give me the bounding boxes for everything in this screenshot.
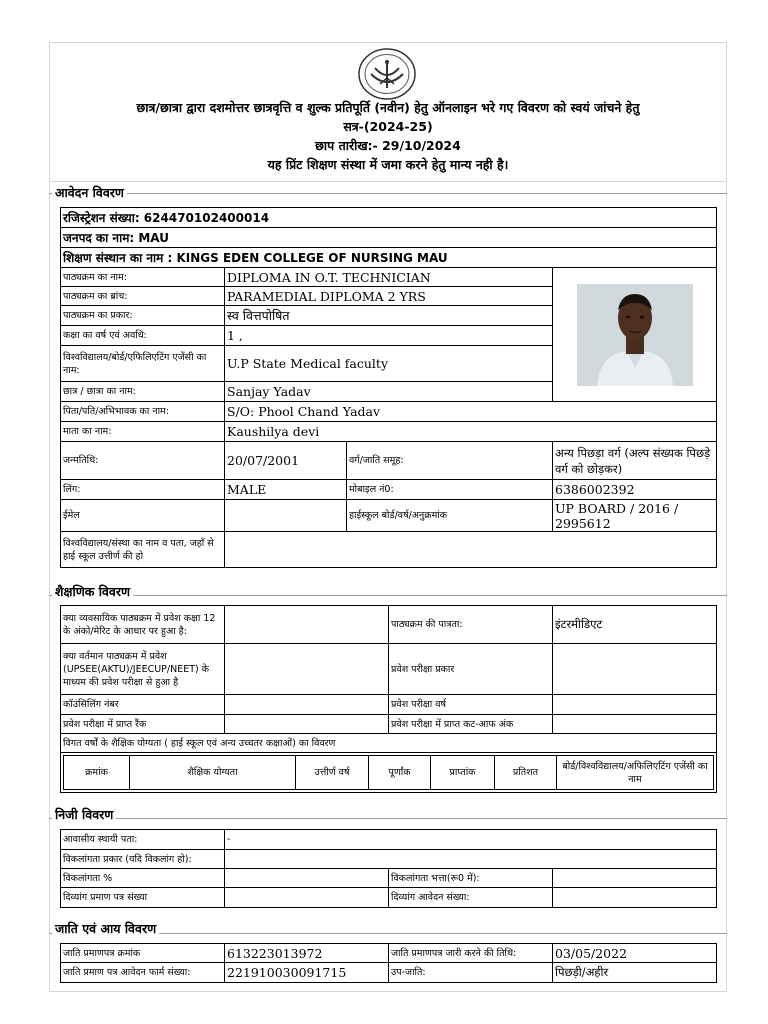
- course-branch-label: पाठ्यक्रम का ब्रांच:: [61, 287, 225, 306]
- disability-percent-value: [225, 869, 389, 888]
- previous-qualification-label: विगत वर्षों के शैक्षिक योग्यता ( हाई स्कूल एवं अन्य उच्चतर कक्षाओं) का विवरण: [61, 734, 717, 753]
- disability-allowance-label: विकलांगता भत्ता(रू0 में):: [389, 869, 553, 888]
- disability-percent-label: विकलांगता %: [61, 869, 225, 888]
- caste-income-legend: जाति एवं आय विवरण: [52, 922, 159, 936]
- qual-col-pass-year: उत्तीर्ण वर्ष: [296, 756, 369, 790]
- disability-app-label: दिव्यांग आवेदन संख्या:: [389, 888, 553, 908]
- student-photo-image: [577, 284, 693, 386]
- email-label: ईमेल: [61, 500, 225, 532]
- entrance-exam-value: [225, 644, 389, 695]
- disability-type-value: [225, 850, 717, 869]
- application-legend-line: [49, 193, 727, 194]
- entrance-exam-label: क्या वर्तमान पाठ्यक्रम में प्रवेश (UPSEE(AKTU)/JEECUP/NEET) के माध्यम की प्रवेश परीक्षा से हुआ है: [61, 644, 225, 695]
- course-name-value: DIPLOMA IN O.T. TECHNICIAN: [225, 268, 553, 287]
- student-photo: [553, 268, 717, 402]
- highschool-institution-label: विश्वविद्यालय/संस्था का नाम व पता, जहाँ से हाई स्कूल उत्तीर्ण की हो: [61, 532, 225, 568]
- caste-group-value: अन्य पिछड़ा वर्ग (अल्प संख्यक पिछड़े वर्ग को छोड़कर): [553, 442, 717, 480]
- class-year-label: कक्षा का वर्ष एवं अवधि:: [61, 326, 225, 346]
- course-type-label: पाठ्यक्रम का प्रकार:: [61, 306, 225, 326]
- mother-name-value: Kaushilya devi: [225, 422, 717, 442]
- exam-year-label: प्रवेश परीक्षा वर्ष: [389, 695, 553, 715]
- qual-col-board: बोर्ड/विश्वविद्यालय/अफिलिएटिंग एजेंसी का नाम: [557, 756, 714, 790]
- caste-form-number-value: 221910030091715: [225, 963, 389, 983]
- institution-name: शिक्षण संस्थान का नाम : KINGS EDEN COLLEGE OF NURSING MAU: [61, 248, 717, 268]
- highschool-institution-value: [225, 532, 717, 568]
- header-disclaimer: यह प्रिंट शिक्षण संस्था में जमा करने हेतु मान्य नही है।: [267, 157, 509, 172]
- course-name-label: पाठ्यक्रम का नाम:: [61, 268, 225, 287]
- rank-label: प्रवेश परीक्षा में प्राप्त रैंक: [61, 715, 225, 734]
- student-name-label: छात्र / छात्रा का नाम:: [61, 382, 225, 402]
- course-type-value: स्व वित्तपोषित: [225, 306, 553, 326]
- student-name-value: Sanjay Yadav: [225, 382, 553, 402]
- qual-col-qualification: शैक्षिक योग्यता: [130, 756, 296, 790]
- university-value: U.P State Medical faculty: [225, 346, 553, 382]
- personal-table: [60, 829, 717, 908]
- disability-type-label: विकलांगता प्रकार (यदि विकलांग हो):: [61, 850, 225, 869]
- caste-form-number-label: जाति प्रमाण पत्र आवेदन फार्म संख्या:: [61, 963, 225, 983]
- gender-label: लिंग:: [61, 480, 225, 500]
- rank-value: [225, 715, 389, 734]
- highschool-label: हाईस्कूल बोर्ड/वर्ष/अनुक्रमांक: [347, 500, 553, 532]
- qualification-table: [63, 755, 714, 790]
- document-header: [50, 44, 726, 180]
- education-legend-line: [49, 595, 727, 596]
- mobile-value: 6386002392: [553, 480, 717, 500]
- disability-cert-value: [225, 888, 389, 908]
- dob-value: 20/07/2001: [225, 442, 347, 480]
- state-emblem-icon: [358, 48, 416, 100]
- qual-col-obtained: प्राप्तांक: [431, 756, 495, 790]
- cutoff-label: प्रवेश परीक्षा में प्राप्त कट-आफ अंक: [389, 715, 553, 734]
- mobile-label: मोबाइल नं0:: [347, 480, 553, 500]
- qual-col-serial: क्रमांक: [64, 756, 130, 790]
- counselling-label: कॉउंसिलिंग नंबर: [61, 695, 225, 715]
- personal-legend: निजी विवरण: [52, 808, 116, 822]
- application-table: [60, 207, 717, 568]
- class-year-value: 1 ,: [225, 326, 553, 346]
- gender-value: MALE: [225, 480, 347, 500]
- university-label: विश्वविद्यालय/बोर्ड/एफिलिएटिंग एजेंसी का नाम:: [61, 346, 225, 382]
- disability-allowance-value: [553, 869, 717, 888]
- caste-cert-number-value: 613223013972: [225, 944, 389, 963]
- counselling-value: [225, 695, 389, 715]
- education-legend: शैक्षणिक विवरण: [52, 585, 133, 599]
- email-value: [225, 500, 347, 532]
- caste-income-table: [60, 943, 717, 983]
- qualification-table-cell: [61, 753, 717, 793]
- qual-col-max-marks: पूर्णांक: [369, 756, 431, 790]
- cutoff-value: [553, 715, 717, 734]
- application-legend: आवेदन विवरण: [52, 186, 127, 200]
- address-value: -: [225, 830, 717, 850]
- course-branch-value: PARAMEDIAL DIPLOMA 2 YRS: [225, 287, 553, 306]
- father-name-label: पिता/पति/अभिभावक का नाम:: [61, 402, 225, 422]
- registration-number: रजिस्ट्रेशन संख्या: 624470102400014: [61, 208, 717, 228]
- header-title: छात्र/छात्रा द्वारा दशमोत्तर छात्रवृत्ति व शुल्क प्रतिपूर्ति (नवीन) हेतु ऑनलाइन भरे गए विवरण को स्वयं जांचने हेतु: [136, 100, 640, 115]
- mother-name-label: माता का नाम:: [61, 422, 225, 442]
- subcaste-value: पिछड़ी/अहीर: [553, 963, 717, 983]
- education-table: [60, 605, 717, 793]
- exam-type-label: प्रवेश परीक्षा प्रकार: [389, 644, 553, 695]
- district-name: जनपद का नाम: MAU: [61, 228, 717, 248]
- header-divider: [49, 181, 727, 182]
- caste-cert-date-value: 03/05/2022: [553, 944, 717, 963]
- header-session: सत्र-(2024-25): [343, 119, 433, 134]
- personal-legend-line: [49, 818, 727, 819]
- disability-cert-label: दिव्यांग प्रमाण पत्र संख्या: [61, 888, 225, 908]
- exam-year-value: [553, 695, 717, 715]
- highschool-value: UP BOARD / 2016 / 2995612: [553, 500, 717, 532]
- admission-basis-value: [225, 606, 389, 644]
- address-label: आवासीय स्थायी पता:: [61, 830, 225, 850]
- exam-type-value: [553, 644, 717, 695]
- qual-col-percent: प्रतिशत: [495, 756, 557, 790]
- father-name-value: S/O: Phool Chand Yadav: [225, 402, 717, 422]
- subcaste-label: उप-जाति:: [389, 963, 553, 983]
- eligibility-value: इंटरमीडिएट: [553, 606, 717, 644]
- disability-app-value: [553, 888, 717, 908]
- admission-basis-label: क्या व्यवसायिक पाठ्यक्रम में प्रवेश कक्षा 12 के अंको/मेरिट के आधार पर हुआ है:: [61, 606, 225, 644]
- eligibility-label: पाठ्यक्रम की पात्रता:: [389, 606, 553, 644]
- dob-label: जन्मतिथि:: [61, 442, 225, 480]
- caste-cert-number-label: जाति प्रमाणपत्र क्रमांक: [61, 944, 225, 963]
- header-print-date: छाप तारीख:- 29/10/2024: [315, 138, 461, 153]
- caste-group-label: वर्ग/जाति समूह:: [347, 442, 553, 480]
- caste-cert-date-label: जाति प्रमाणपत्र जारी करने की तिथि:: [389, 944, 553, 963]
